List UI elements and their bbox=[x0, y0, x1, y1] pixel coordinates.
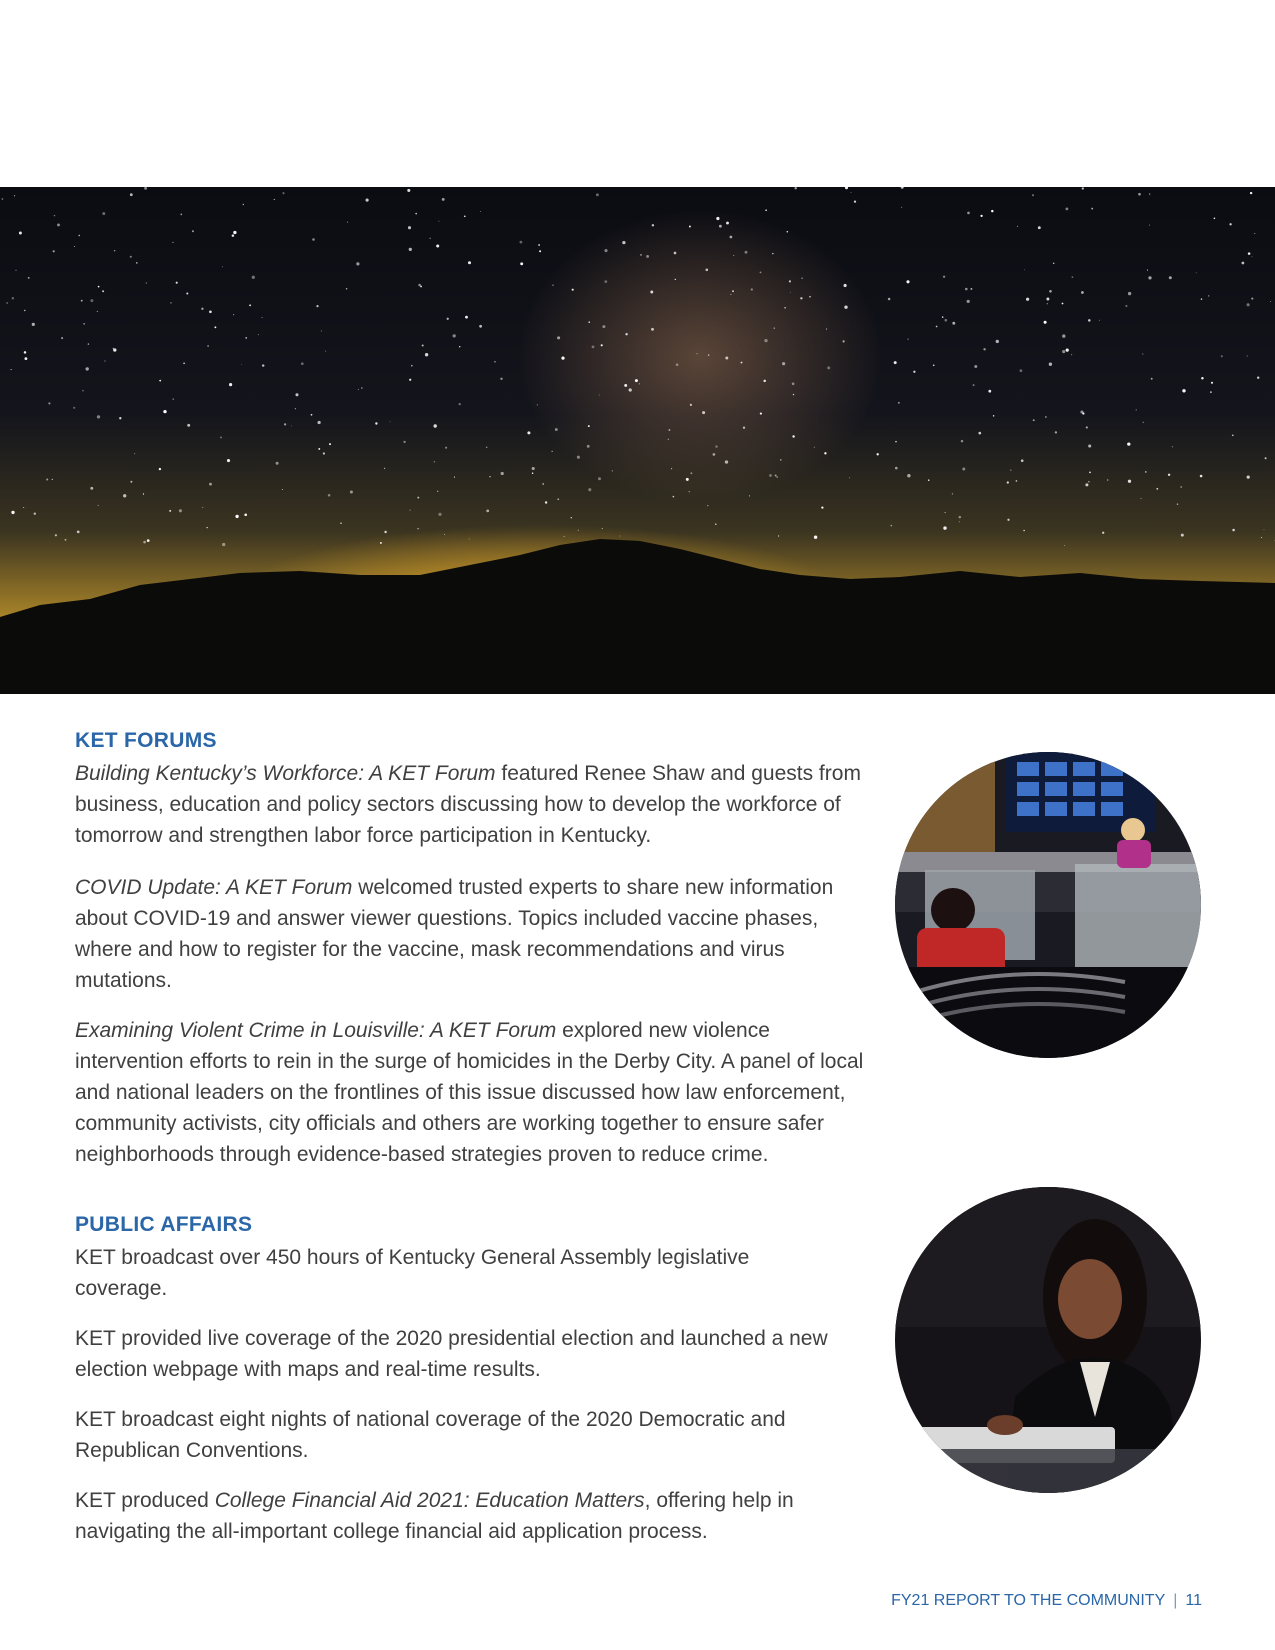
forum-text-violent-crime: explored new violence intervention efforts to rein in the surge of homicides in the Derby City. A panel of local and national leaders on the frontlines of this issue discussed how law enforcement, community activists, city officials and others are working together to ensure safer neighborhoods through evidence-based strategies proven to reduce crime. bbox=[75, 1019, 864, 1166]
forum-paragraph-violent-crime bbox=[75, 1015, 875, 1170]
forum-paragraph-covid bbox=[75, 872, 875, 996]
mountain-silhouette bbox=[0, 187, 1275, 694]
forum-title-workforce: Building Kentucky’s Workforce: A KET Forum bbox=[75, 762, 496, 785]
financial-aid-post: , offering help in navigating the all-important college financial aid application process. bbox=[75, 1489, 794, 1543]
page-footer bbox=[891, 1592, 1202, 1610]
forum-text-workforce: featured Renee Shaw and guests from business, education and policy sectors discussing how to develop the workforce of tomorrow and strengthen labor force participation in Kentucky. bbox=[75, 762, 861, 847]
forum-paragraph-workforce bbox=[75, 758, 875, 851]
public-affairs-paragraph-financial-aid bbox=[75, 1485, 875, 1547]
public-affairs-paragraph-election: KET provided live coverage of the 2020 presidential election and launched a new election webpage with maps and real-time results. bbox=[75, 1327, 828, 1381]
footer-report-label: FY21 REPORT TO THE COMMUNITY bbox=[891, 1592, 1166, 1609]
forum-title-violent-crime: Examining Violent Crime in Louisville: A KET Forum bbox=[75, 1019, 557, 1042]
forum-text-covid: welcomed trusted experts to share new information about COVID-19 and answer viewer questions. Topics included vaccine phases, where and how to register for the vaccine, mask recommendations and virus mutations. bbox=[75, 876, 834, 992]
section-heading-forums: KET FORUMS bbox=[75, 729, 217, 752]
public-affairs-host-photo bbox=[895, 1187, 1201, 1493]
financial-aid-title: College Financial Aid 2021: Education Matters bbox=[214, 1489, 645, 1512]
forum-title-covid: COVID Update: A KET Forum bbox=[75, 876, 353, 899]
public-affairs-paragraph-assembly: KET broadcast over 450 hours of Kentucky General Assembly legislative coverage. bbox=[75, 1246, 750, 1300]
footer-separator: | bbox=[1173, 1592, 1178, 1609]
public-affairs-paragraph-conventions: KET broadcast eight nights of national coverage of the 2020 Democratic and Republican Conventions. bbox=[75, 1408, 786, 1462]
hero-night-sky-photo bbox=[0, 187, 1275, 694]
page-number: 11 bbox=[1185, 1592, 1202, 1609]
section-heading-public-affairs: PUBLIC AFFAIRS bbox=[75, 1213, 253, 1236]
financial-aid-pre: KET produced bbox=[75, 1489, 215, 1512]
forum-studio-photo bbox=[895, 752, 1201, 1058]
